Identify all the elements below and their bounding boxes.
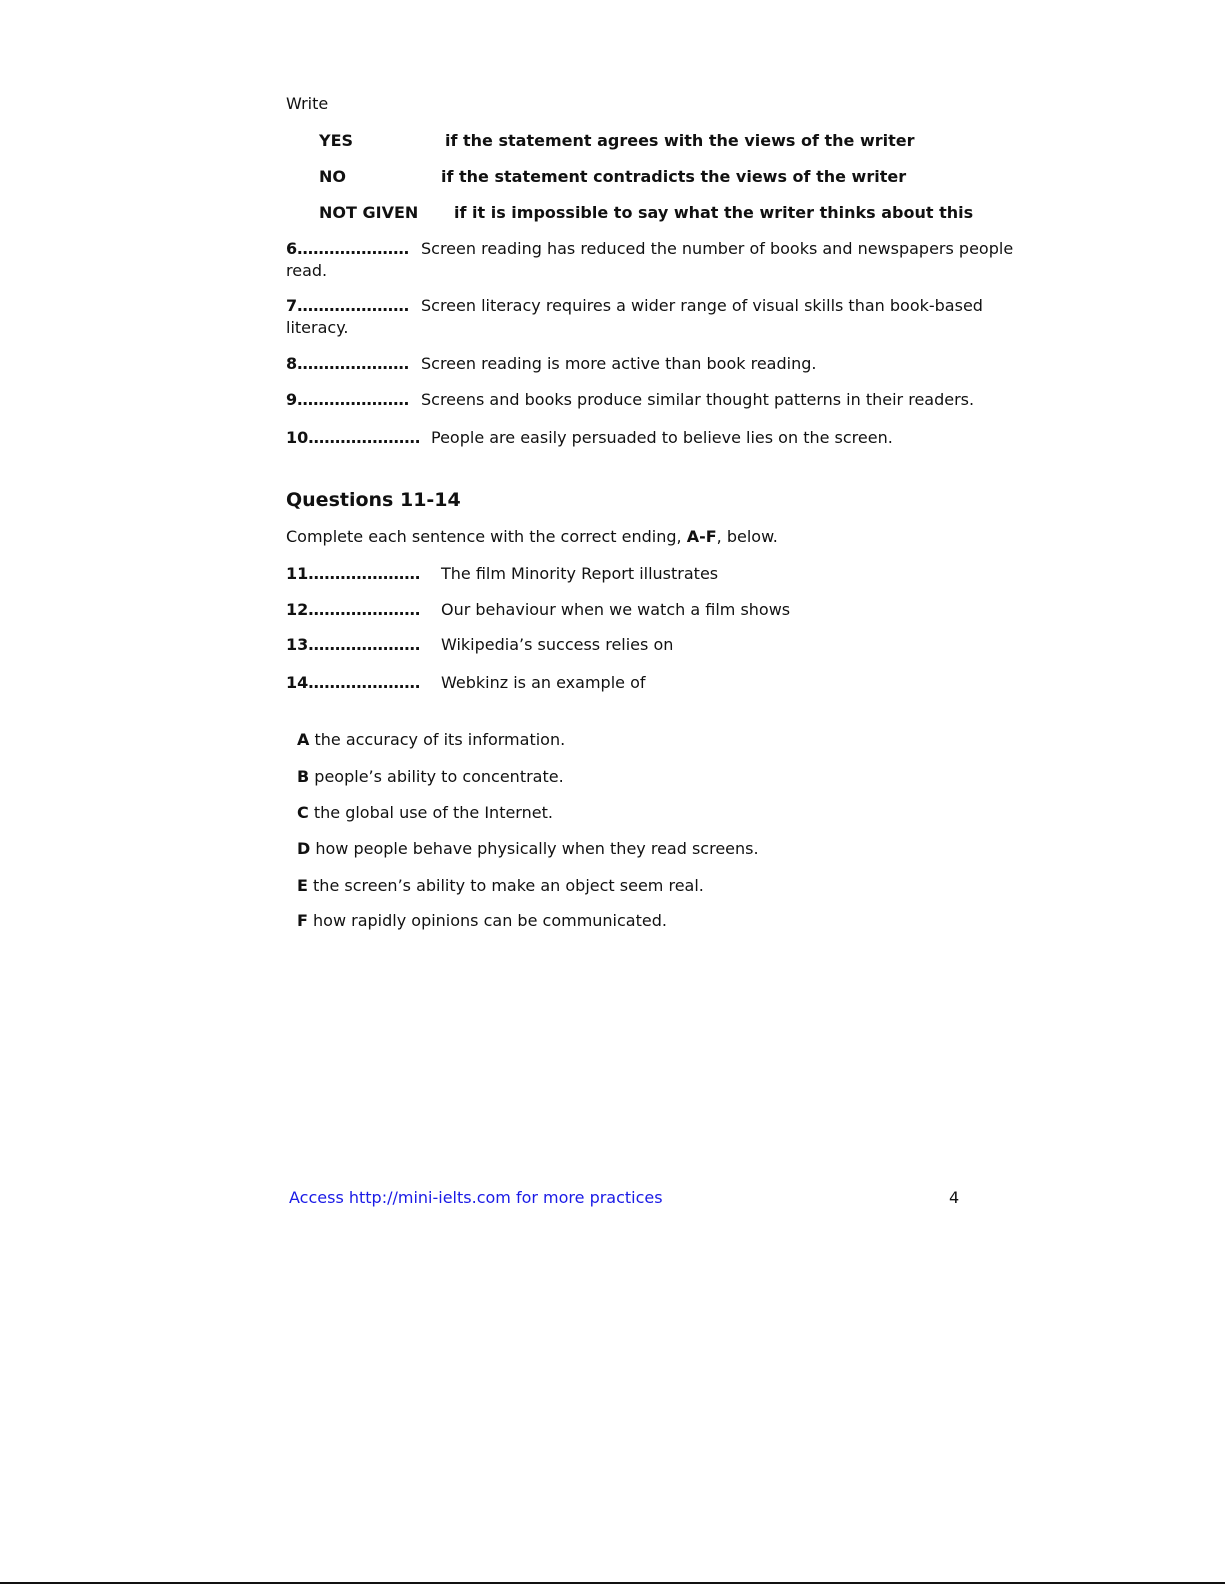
statement-6-number: 6………………… [286,239,410,258]
question-14-text: Webkinz is an example of [441,673,646,692]
statement-8-text: Screen reading is more active than book reading. [421,354,817,373]
statement-9-text: Screens and books produce similar thought patterns in their readers. [421,390,975,409]
question-11-text: The film Minority Report illustrates [441,564,719,583]
key-label-no: NO [319,167,346,186]
question-11-number: 11………………… [286,564,421,583]
instruction-text: Complete each sentence with the correct ending, [286,527,687,546]
instruction-range: A-F [686,527,717,546]
instruction-tail: , below. [716,527,778,546]
option-c [297,803,553,822]
option-text: how people behave physically when they read screens. [315,839,759,858]
option-text: the screen’s ability to make an object seem real. [313,876,704,895]
statement-10-text: People are easily persuaded to believe lies on the screen. [431,428,893,447]
option-letter: D [297,839,311,858]
option-text: how rapidly opinions can be communicated. [313,911,667,930]
statement-7-text: Screen literacy requires a wider range of visual skills than book-based [421,296,983,315]
statement-6-text: Screen reading has reduced the number of books and newspapers people [421,239,1014,258]
statement-7-continuation: literacy. [286,318,349,337]
write-instruction: Write [286,94,329,113]
option-letter: F [297,911,308,930]
statement-6-continuation: read. [286,261,328,280]
question-12-text: Our behaviour when we watch a film shows [441,600,791,619]
option-a [297,730,565,749]
statement-9-number: 9………………… [286,390,410,409]
option-letter: A [297,730,310,749]
page-number: 4 [949,1188,960,1207]
key-desc-not-given: if it is impossible to say what the writer thinks about this [454,203,974,222]
key-label-yes: YES [319,131,354,150]
page-bottom-rule [0,1582,1225,1584]
statement-7-number: 7………………… [286,296,410,315]
question-12-number: 12………………… [286,600,421,619]
question-13-text: Wikipedia’s success relies on [441,635,674,654]
key-desc-no: if the statement contradicts the views of the writer [441,167,907,186]
option-letter: E [297,876,308,895]
option-e [297,876,704,895]
option-text: the global use of the Internet. [313,803,553,822]
statement-8-number: 8………………… [286,354,410,373]
section-instruction [286,527,778,546]
footer-link[interactable]: Access http://mini-ielts.com for more practices [289,1188,663,1207]
key-label-not-given: NOT GIVEN [319,203,419,222]
statement-10-number: 10………………… [286,428,421,447]
option-d [297,839,759,858]
option-text: the accuracy of its information. [314,730,566,749]
option-letter: C [297,803,309,822]
question-13-number: 13………………… [286,635,421,654]
option-text: people’s ability to concentrate. [314,767,564,786]
section-heading: Questions 11-14 [286,489,461,511]
question-14-number: 14………………… [286,673,421,692]
option-letter: B [297,767,310,786]
key-desc-yes: if the statement agrees with the views of the writer [445,131,915,150]
option-f [297,911,667,930]
option-b [297,767,564,786]
